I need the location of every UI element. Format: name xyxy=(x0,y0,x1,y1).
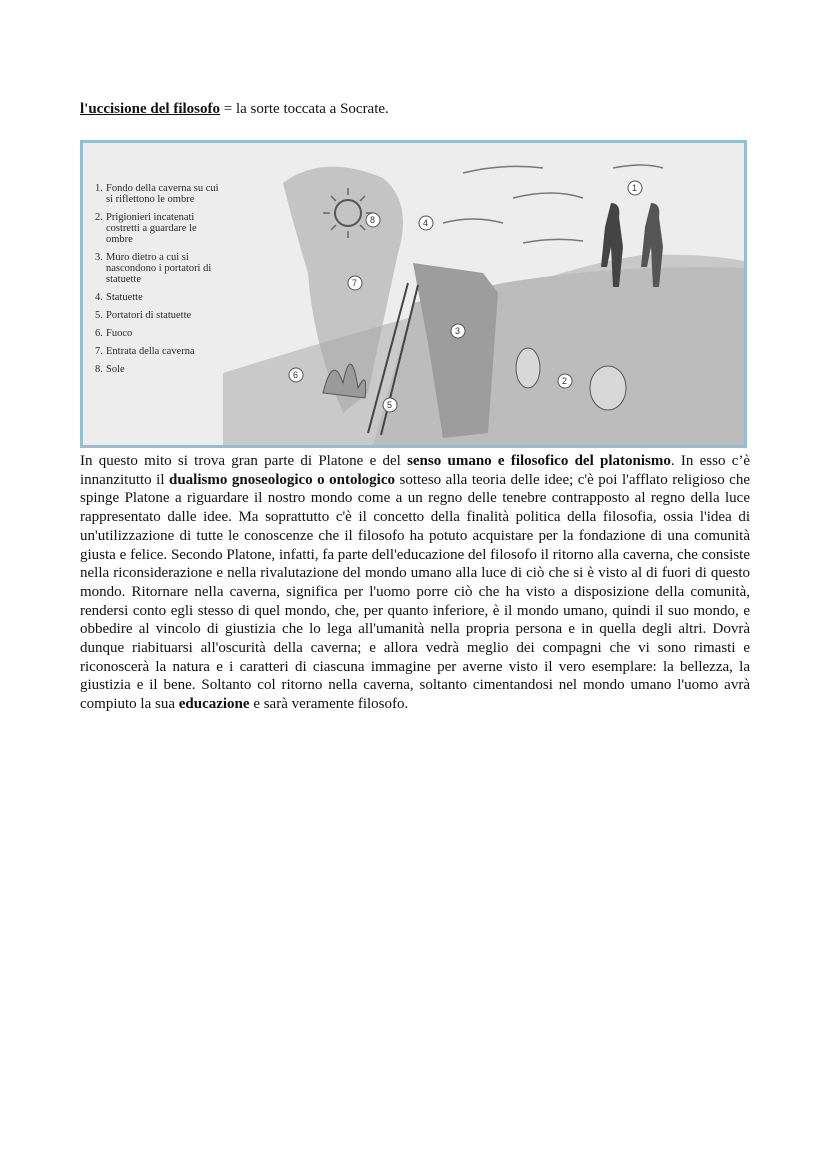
sky-strokes xyxy=(443,165,663,243)
prisoner-figure xyxy=(516,348,540,388)
legend-item: 7. Entrata della caverna xyxy=(95,346,195,357)
heading xyxy=(80,100,389,118)
legend-item: 5. Portatori di statuette xyxy=(95,310,192,321)
heading-term: l'uccisione del filosofo xyxy=(80,101,220,117)
marker-5: 5 xyxy=(387,400,393,410)
marker-8: 8 xyxy=(370,215,376,225)
cave-allegory-figure xyxy=(80,140,747,448)
cave-illustration xyxy=(83,143,744,445)
legend-item: 4. Statuette xyxy=(95,292,143,303)
bold-term: educazione xyxy=(178,696,250,713)
marker-4: 4 xyxy=(423,218,429,228)
legend-item: 3. Muro dietro a cui si nascondono i portatori di statuette xyxy=(95,252,212,285)
marker-3: 3 xyxy=(455,326,461,336)
marker-6: 6 xyxy=(293,370,299,380)
marker-2: 2 xyxy=(562,376,568,386)
legend-item: 6. Fuoco xyxy=(95,328,133,339)
prisoner-figure xyxy=(590,366,626,410)
legend-item: 8. Sole xyxy=(95,364,125,375)
bold-term: dualismo gnoseologico o ontologico xyxy=(169,471,396,488)
legend-item: 1. Fondo della caverna su cui si riflettono le ombre xyxy=(95,183,219,205)
legend-item: 2. Prigionieri incatenati costretti a guardare le ombre xyxy=(95,212,197,245)
heading-rest: = la sorte toccata a Socrate. xyxy=(220,101,389,117)
marker-1: 1 xyxy=(632,183,638,193)
bold-term: senso umano e filosofico del platonismo xyxy=(407,453,671,469)
marker-7: 7 xyxy=(352,278,358,288)
body-paragraph: In questo mito si trova gran parte di Platone e del senso umano e filosofico del platonismo. In esso c’è innanzitutto il dualismo gnoseologico o ontologico sotteso alla teoria delle idee; c'è poi l'afflato religioso che spinge Platone a riguardare il nostro mondo come a un regno delle tenebre contrapposto al regno della luce rappresentato dalle idee. Ma soprattutto c'è il concetto della finalità politica della filosofia, ossia l'idea di un'utilizzazione di tutte le conoscenze che il filosofo ha potuto acquistare per la fondazione di una comunità giusta e felice. Secondo Platone, infatti, fa parte dell'educazione del filosofo il ritorno alla caverna, che consiste nella riconsiderazione e nella rivalutazione del mondo umano alla luce di ciò che si è visto al di fuori di questo mondo. Ritornare nella caverna, significa per l'uomo porre ciò che ha visto a disposizione della comunità, rendersi conto egli stesso di quel mondo, che, per quanto inferiore, è il mondo umano, quindi il suo mondo, e obbedire al vincolo di giustizia che lo lega all'umanità nella propria persona e in quella degli altri. Dovrà dunque riabituarsi all'oscurità della caverna; e allora vedrà meglio dei compagni che vi sono rimasti e riconoscerà la natura e i caratteri di ciascuna immagine per averne visto il vero esemplare: la bellezza, la giustizia e il bene. Soltanto col ritorno nella caverna, soltanto cimentandosi nel mondo umano l'uomo avrà compiuto la sua educazione e sarà veramente filosofo. xyxy=(80,453,751,713)
